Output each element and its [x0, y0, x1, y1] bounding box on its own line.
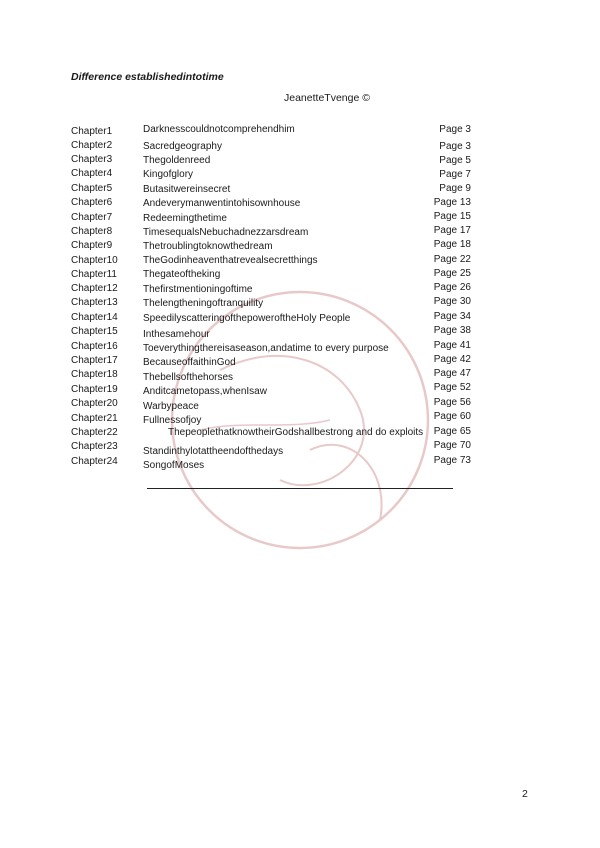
toc-chapter-number: Chapter8	[71, 226, 113, 237]
toc-page-number: Page 13	[433, 197, 471, 208]
toc-chapter-number: Chapter6	[71, 197, 113, 208]
toc-chapter-title: Thegateoftheking	[143, 269, 221, 280]
toc-chapter-number: Chapter3	[71, 154, 113, 165]
toc-page-number: Page 34	[433, 311, 471, 322]
toc-chapter-title: TheGodinheaventhatrevealsecretthings	[143, 255, 318, 266]
toc-page-number: Page 3	[439, 124, 471, 135]
toc-page-number: Page 22	[433, 254, 471, 265]
toc-chapter-title: Anditcametopass,whenIsaw	[143, 386, 267, 397]
toc-chapter-title: BecauseoffaithinGod	[143, 357, 236, 368]
toc-page-number: Page 41	[433, 340, 471, 351]
toc-chapter-number: Chapter4	[71, 168, 113, 179]
toc-page-number: Page 7	[439, 169, 471, 180]
toc-chapter-title: Thegoldenreed	[143, 155, 211, 166]
toc-page-number: Page 73	[433, 455, 471, 466]
toc-chapter-title: Redeemingthetime	[143, 213, 227, 224]
toc-page-number: Page 70	[433, 440, 471, 451]
toc-chapter-title: SpeedilyscatteringofthepoweroftheHoly People	[143, 313, 351, 324]
toc-chapter-number: Chapter13	[71, 297, 118, 308]
toc-chapter-number: Chapter20	[71, 398, 118, 409]
toc-chapter-number: Chapter10	[71, 255, 118, 266]
toc-page-number: Page 30	[433, 296, 471, 307]
toc-chapter-title: Sacredgeography	[143, 141, 222, 152]
toc-chapter-title: Thefirstmentioningoftime	[143, 284, 253, 295]
toc-page-number: Page 42	[433, 354, 471, 365]
toc-chapter-title: Toeverythingthereisaseason,andatime to every purpose	[143, 343, 389, 354]
toc-page-number: Page 65	[433, 426, 471, 437]
toc-page-number: Page 52	[433, 382, 471, 393]
toc-page-number: Page 47	[433, 368, 471, 379]
toc-chapter-number: Chapter1	[71, 126, 113, 137]
toc-chapter-title: Darknesscouldnotcomprehendhim	[143, 124, 295, 135]
toc-page-number: Page 25	[433, 268, 471, 279]
toc-chapter-number: Chapter19	[71, 384, 118, 395]
toc-chapter-number: Chapter7	[71, 212, 113, 223]
toc-chapter-number: Chapter15	[71, 326, 118, 337]
toc-chapter-number: Chapter11	[71, 269, 117, 280]
toc-page-number: Page 9	[439, 183, 471, 194]
document-title: Difference establishedintotime	[71, 71, 224, 83]
toc-chapter-title: Thelengtheningoftranquility	[143, 298, 264, 309]
toc-chapter-number: Chapter2	[71, 140, 113, 151]
toc-chapter-number: Chapter14	[71, 312, 118, 323]
toc-chapter-title: Kingofglory	[143, 169, 194, 180]
toc-chapter-number: Chapter22	[71, 427, 118, 438]
toc-chapter-title: TimesequalsNebuchadnezzarsdream	[143, 227, 309, 238]
toc-chapter-number: Chapter9	[71, 240, 113, 251]
toc-chapter-number: Chapter16	[71, 341, 118, 352]
toc-chapter-title: Thebellsofthehorses	[143, 372, 234, 383]
divider-line	[147, 488, 453, 489]
document-author: JeanetteTvenge ©	[284, 92, 370, 104]
toc-page-number: Page 17	[433, 225, 471, 236]
toc-chapter-title: Warbypeace	[143, 401, 199, 412]
toc-page-number: Page 15	[433, 211, 471, 222]
page-number: 2	[522, 788, 528, 800]
toc-chapter-number: Chapter23	[71, 441, 118, 452]
toc-chapter-title: Fullnessofjoy	[143, 415, 202, 426]
toc-page-number: Page 56	[433, 397, 471, 408]
toc-page-number: Page 18	[433, 239, 471, 250]
toc-chapter-number: Chapter24	[71, 456, 118, 467]
toc-chapter-number: Chapter12	[71, 283, 118, 294]
toc-chapter-title: Thetroublingtoknowthedream	[143, 241, 273, 252]
toc-chapter-title: Butasitwereinsecret	[143, 184, 231, 195]
toc-page-number: Page 38	[433, 325, 471, 336]
toc-page-number: Page 26	[433, 282, 471, 293]
toc-chapter-number: Chapter21	[71, 413, 118, 424]
toc-chapter-title: ThepeoplethatknowtheirGodshallbestrong and do exploits	[168, 427, 424, 438]
toc-page-number: Page 3	[439, 141, 471, 152]
toc-chapter-number: Chapter5	[71, 183, 113, 194]
toc-chapter-title: Andeverymanwentintohisownhouse	[143, 198, 301, 209]
toc-page-number: Page 5	[439, 155, 471, 166]
toc-page-number: Page 60	[433, 411, 471, 422]
toc-chapter-number: Chapter17	[71, 355, 118, 366]
toc-chapter-title: Inthesamehour	[143, 329, 210, 340]
toc-chapter-title: Standinthylotattheendofthedays	[143, 446, 284, 457]
toc-chapter-title: SongofMoses	[143, 460, 205, 471]
toc-chapter-number: Chapter18	[71, 369, 118, 380]
